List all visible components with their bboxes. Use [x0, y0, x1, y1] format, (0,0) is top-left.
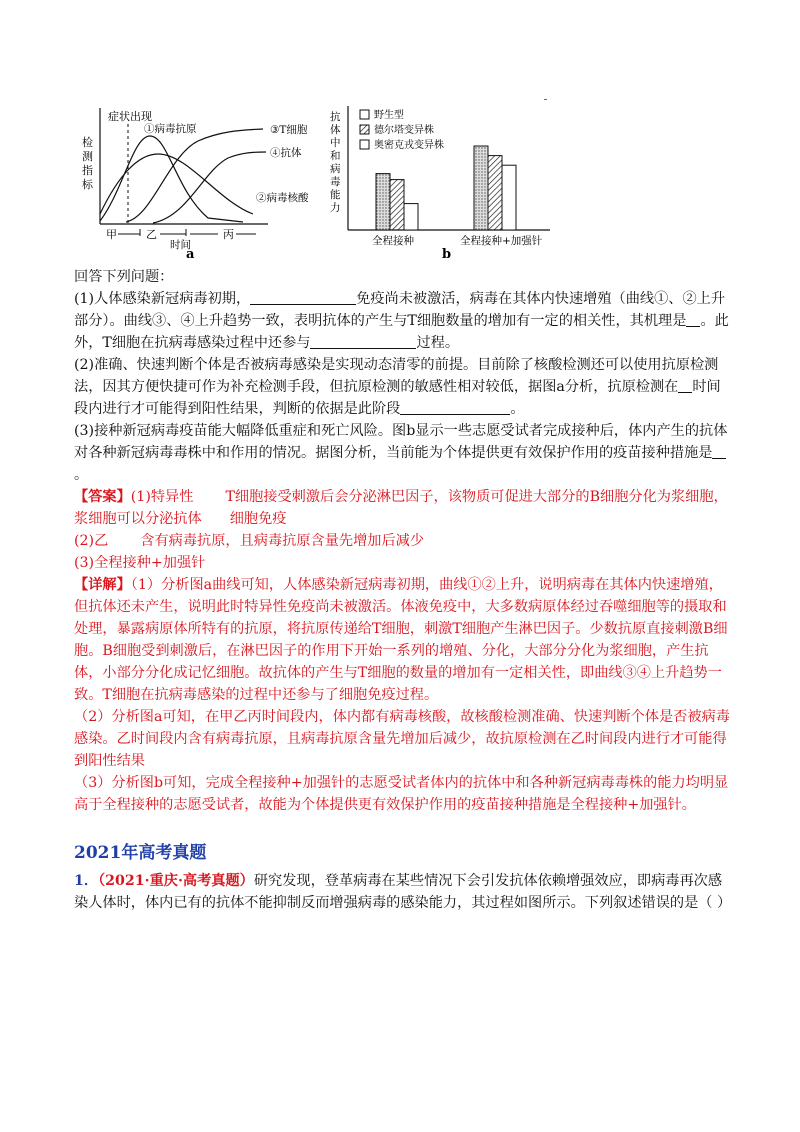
q2-blank-1[interactable]: [678, 378, 692, 393]
q1-blank-1[interactable]: [250, 290, 356, 305]
q1-part-c: 。此外，T细胞在抗病毒感染过程中还参与: [74, 313, 729, 351]
x-bing: 丙: [223, 228, 234, 241]
legend-wild: 野生型: [374, 110, 404, 121]
q3-blank[interactable]: [712, 444, 726, 459]
question-1: [74, 288, 734, 354]
bar-wild-group1: [376, 174, 390, 230]
answer-block: [74, 486, 734, 530]
q1-part-b: 免疫尚未被激活，病毒在其体内快速增殖（曲线①、②上升部分）。曲线③、④上升趋势一致，表明抗体的产生与T细胞数量的增加有一定的相关性，其机理是: [74, 291, 726, 329]
label-curve4: ④抗体: [270, 147, 302, 159]
detail-tag: 【详解】: [74, 577, 131, 593]
curve-antigen: [100, 136, 243, 222]
answer-1-2: T细胞接受刺激后会分泌淋巴因子，该物质可促进大部分的B细胞分化为浆细胞，浆细胞可以分泌抗体: [74, 489, 728, 527]
q2-blank-2[interactable]: [400, 400, 510, 415]
curve-t-cell: [126, 129, 263, 222]
question-text: 研究发现，登革病毒在某些情况下会引发抗体依赖增强效应，即病毒再次感染人体时，体内已有的抗体不能抑制反而增强病毒的感染能力，其过程如图所示。下列叙述错误的是（ ）: [74, 873, 732, 911]
question-2: [74, 354, 734, 420]
bar-omicron-group2: [502, 165, 516, 230]
q2-part-a: (2)准确、快速判断个体是否被病毒感染是实现动态清零的前提。目前除了核酸检测还可以使用抗原检测法，因其方便快捷可作为补充检测手段，但抗原检测的敏感性相对较低，据图a分析，抗原检测在: [74, 357, 719, 395]
legend-swatch-delta: [360, 125, 369, 134]
label-curve2: ②病毒核酸: [256, 192, 309, 204]
legend-delta: 德尔塔变异株: [374, 125, 434, 136]
q2-part-b: 时间段内进行才可能得到阳性结果，判断的依据是此阶段: [74, 379, 721, 417]
x-yi: 乙: [146, 228, 157, 241]
answer-1-1: (1)特异性: [130, 489, 194, 505]
caption-b: b: [442, 247, 452, 258]
xlabel-a: 时间: [170, 239, 191, 251]
bar-delta-group1: [390, 180, 404, 230]
caption-a: a: [186, 247, 195, 258]
answer-2: [74, 530, 734, 552]
question-3: [74, 420, 734, 486]
legend-swatch-omicron: [360, 140, 369, 149]
q1-blank-2[interactable]: [686, 312, 700, 327]
label-curve1: ①病毒抗原: [144, 123, 197, 135]
answer-2-1: (2)乙: [74, 533, 109, 549]
stray-dot: [544, 99, 547, 100]
question-intro: 回答下列问题：: [74, 269, 174, 285]
detail-p3: （3）分析图b可知，完成全程接种+加强针的志愿受试者体内的抗体中和各种新冠病毒毒株的能力均明显高于全程接种的志愿受试者，故能为个体提供更有效保护作用的疫苗接种措施是全程接种+加强针。: [74, 775, 729, 813]
next-question: [74, 870, 734, 914]
answer-tag: 【答案】: [74, 489, 131, 505]
figure-a: [78, 96, 328, 258]
group-label-1: 全程接种: [372, 235, 414, 247]
detail-p1: [74, 574, 734, 706]
question-number: 1．: [74, 873, 99, 889]
ylabel-a: 检测指标: [82, 136, 93, 191]
detail-p2: （2）分析图a可知，在甲乙丙时间段内，体内都有病毒核酸，故核酸检测准确、快速判断个体是否被病毒感染。乙时间段内含有病毒抗原，且病毒抗原含量先增加后减少，故抗原检测在乙时间段内进行才可能得到阳性结果: [74, 709, 730, 769]
label-curve3: ③T细胞: [270, 124, 308, 136]
x-jia: 甲: [106, 228, 117, 241]
q1-blank-3[interactable]: [310, 334, 416, 349]
detail-p1-text: （1）分析图a曲线可知，人体感染新冠病毒初期，曲线①②上升，说明病毒在其体内快速增殖，但抗体还未产生，说明此时特异性免疫尚未被激活。体液免疫中，大多数病原体经过吞噬细胞等的摄取和处理，暴露病原体所特有的抗原，将抗原传递给T细胞，刺激T细胞产生淋巴因子。少数抗原直接刺激B细胞。B细胞受到刺激后，在淋巴因子的作用下开始一系列的增殖、分化，大部分分化为浆细胞，产生抗体，小部分分化成记忆细胞。故抗体的产生与T细胞的数量的增加有一定相关性，即曲线③④上升趋势一致。T细胞在抗病毒感染的过程中还参与了细胞免疫过程。: [74, 577, 728, 703]
q1-part-a: (1)人体感染新冠病毒初期，: [74, 291, 251, 307]
figure-b: [322, 96, 552, 258]
bar-omicron-group1: [404, 204, 418, 230]
bar-delta-group2: [488, 156, 502, 230]
q3-part-b: 。: [74, 467, 89, 483]
q2-part-c: 。: [510, 401, 525, 417]
question-source: （2021·重庆·高考真题）: [98, 873, 254, 889]
legend-omicron: 奥密克戎变异株: [374, 140, 444, 151]
answer-1-3: 细胞免疫: [229, 511, 287, 527]
section-title: 2021年高考真题: [74, 843, 207, 863]
ylabel-b: 抗体中和病毒能力: [330, 111, 341, 214]
curve-nucleic-acid: [100, 154, 253, 214]
q3-part-a: (3)接种新冠病毒疫苗能大幅降低重症和死亡风险。图b显示一些志愿受试者完成接种后，体内产生的抗体对各种新冠病毒毒株中和作用的情况。据图分析，当前能为个体提供更有效保护作用的疫苗接种措施是: [74, 423, 728, 461]
answer-3: (3)全程接种+加强针: [74, 555, 206, 571]
bar-wild-group2: [474, 146, 488, 230]
legend-swatch-wild: [360, 110, 369, 119]
q1-part-d: 过程。: [416, 335, 460, 351]
group-label-2: 全程接种+加强针: [460, 235, 543, 247]
symptom-label: 症状出现: [108, 110, 152, 123]
answer-2-2: 含有病毒抗原，且病毒抗原含量先增加后减少: [140, 533, 425, 549]
